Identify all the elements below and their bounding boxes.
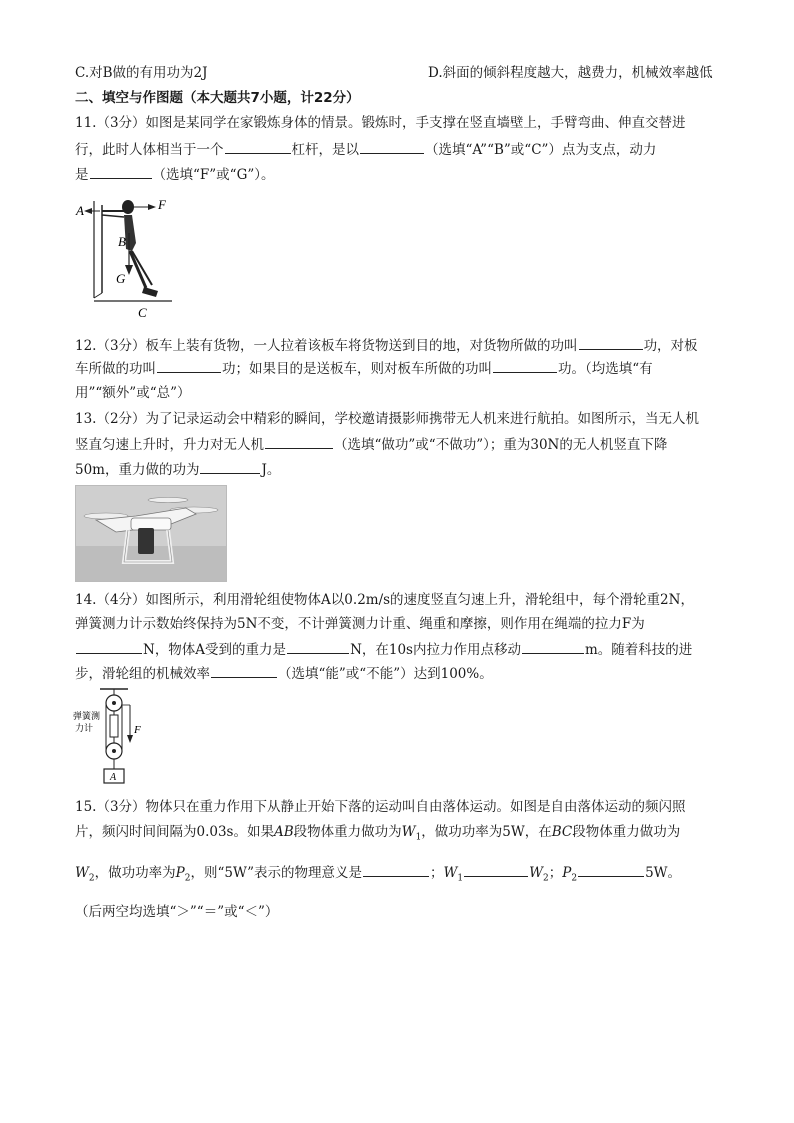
q14-line2: 弹簧测力计示数始终保持为5N不变，不计弹簧测力计重、绳重和摩擦，则作用在绳端的拉力F为: [75, 616, 645, 632]
q12-blank-2[interactable]: [157, 359, 221, 373]
q11-line3: 是 （选填“F”或“G”）。: [75, 167, 275, 183]
q13-drone-photo: [75, 485, 227, 582]
q12-line1: 12.（3分）板车上装有货物，一人拉着该板车将货物送到目的地，对货物所做的功叫 功，对板: [75, 338, 698, 354]
q15-line3: $W_2$，做功功率为$P_2$，则“5W”表示的物理意义是 ；$W_1$ $W_2$；$P_2$ 5W。: [75, 865, 682, 884]
q14-label-f: F: [134, 724, 141, 736]
q11-line2: 行，此时人体相当于一个 杠杆，是以 （选填“A”“B”或“C”）点为支点，动力: [75, 142, 657, 158]
q11-label-f: F: [158, 197, 166, 212]
q14-label-spring1: 弹簧测: [73, 712, 101, 722]
q10-options: [75, 64, 725, 82]
q12-blank-1[interactable]: [579, 336, 643, 350]
q11-blank-1[interactable]: [225, 140, 291, 154]
q11-line1: 11.（3分）如图是某同学在家锻炼身体的情景。锻炼时，手支撑在竖直墙壁上，手臂弯曲、伸直交替进: [75, 115, 686, 131]
q15-line1: 15.（3分）物体只在重力作用下从静止开始下落的运动叫自由落体运动。如图是自由落体运动的频闪照: [75, 799, 686, 815]
q14-blank-2[interactable]: [287, 640, 349, 654]
q15-blank-3[interactable]: [578, 863, 644, 877]
q13-line1: 13.（2分）为了记录运动会中精彩的瞬间，学校邀请摄影师携带无人机来进行航拍。如图所示，当无人机: [75, 411, 700, 427]
q14-blank-4[interactable]: [211, 664, 277, 678]
q11-label-g: G: [116, 271, 126, 286]
q14-label-a: A: [110, 772, 117, 783]
q13-line2: 竖直匀速上升时，升力对无人机 （选填“做功”或“不做功”）；重为30N的无人机竖直下降: [75, 437, 668, 453]
q13-blank-2[interactable]: [200, 460, 260, 474]
q10-option-c: C.对B做的有用功为2J: [75, 65, 208, 81]
section-heading: 二、填空与作图题（本大题共7小题，计22分）: [75, 90, 360, 106]
drone-image: [76, 486, 226, 581]
q11-label-a: A: [76, 203, 84, 218]
q12-line2: 车所做的功叫 功；如果目的是送板车，则对板车所做的功叫 功。（均选填“有: [75, 361, 653, 377]
q14-line4: 步，滑轮组的机械效率 （选填“能”或“不能”）达到100%。: [75, 666, 493, 682]
q11-label-c: C: [138, 305, 147, 320]
q12-line3: 用”“额外”或“总”）: [75, 385, 191, 401]
q14-label-spring2: 力计: [75, 724, 94, 734]
q11-figure-wall-pushup: [72, 193, 182, 323]
q15-blank-1[interactable]: [363, 863, 429, 877]
q13-blank-1[interactable]: [265, 435, 333, 449]
q14-line3: N，物体A受到的重力是 N，在10s内拉力作用点移动 m。随着科技的进: [75, 640, 692, 659]
q10-option-d: D.斜面的倾斜程度越大，越费力，机械效率越低: [428, 65, 713, 81]
q11-blank-2[interactable]: [360, 140, 424, 154]
q14-blank-1[interactable]: [76, 640, 142, 654]
q15-line2: 片，频闪时间间隔为0.03s。如果AB段物体重力做功为$W_1$，做功功率为5W，在BC段物体重力做功为: [75, 824, 681, 843]
q14-blank-3[interactable]: [522, 640, 584, 654]
q11-blank-3[interactable]: [90, 165, 152, 179]
q15-line4: （后两空均选填“＞”“＝”或“＜”）: [75, 904, 279, 920]
q11-label-b: B: [118, 234, 126, 249]
q14-figure-pulley: [72, 685, 152, 790]
q12-blank-3[interactable]: [493, 359, 557, 373]
q14-line1: 14.（4分）如图所示，利用滑轮组使物体A以0.2m/s的速度竖直匀速上升，滑轮组中，每个滑轮重2N，: [75, 592, 694, 608]
q15-blank-2[interactable]: [464, 863, 528, 877]
q13-line3: 50m，重力做的功为 J。: [75, 462, 281, 478]
